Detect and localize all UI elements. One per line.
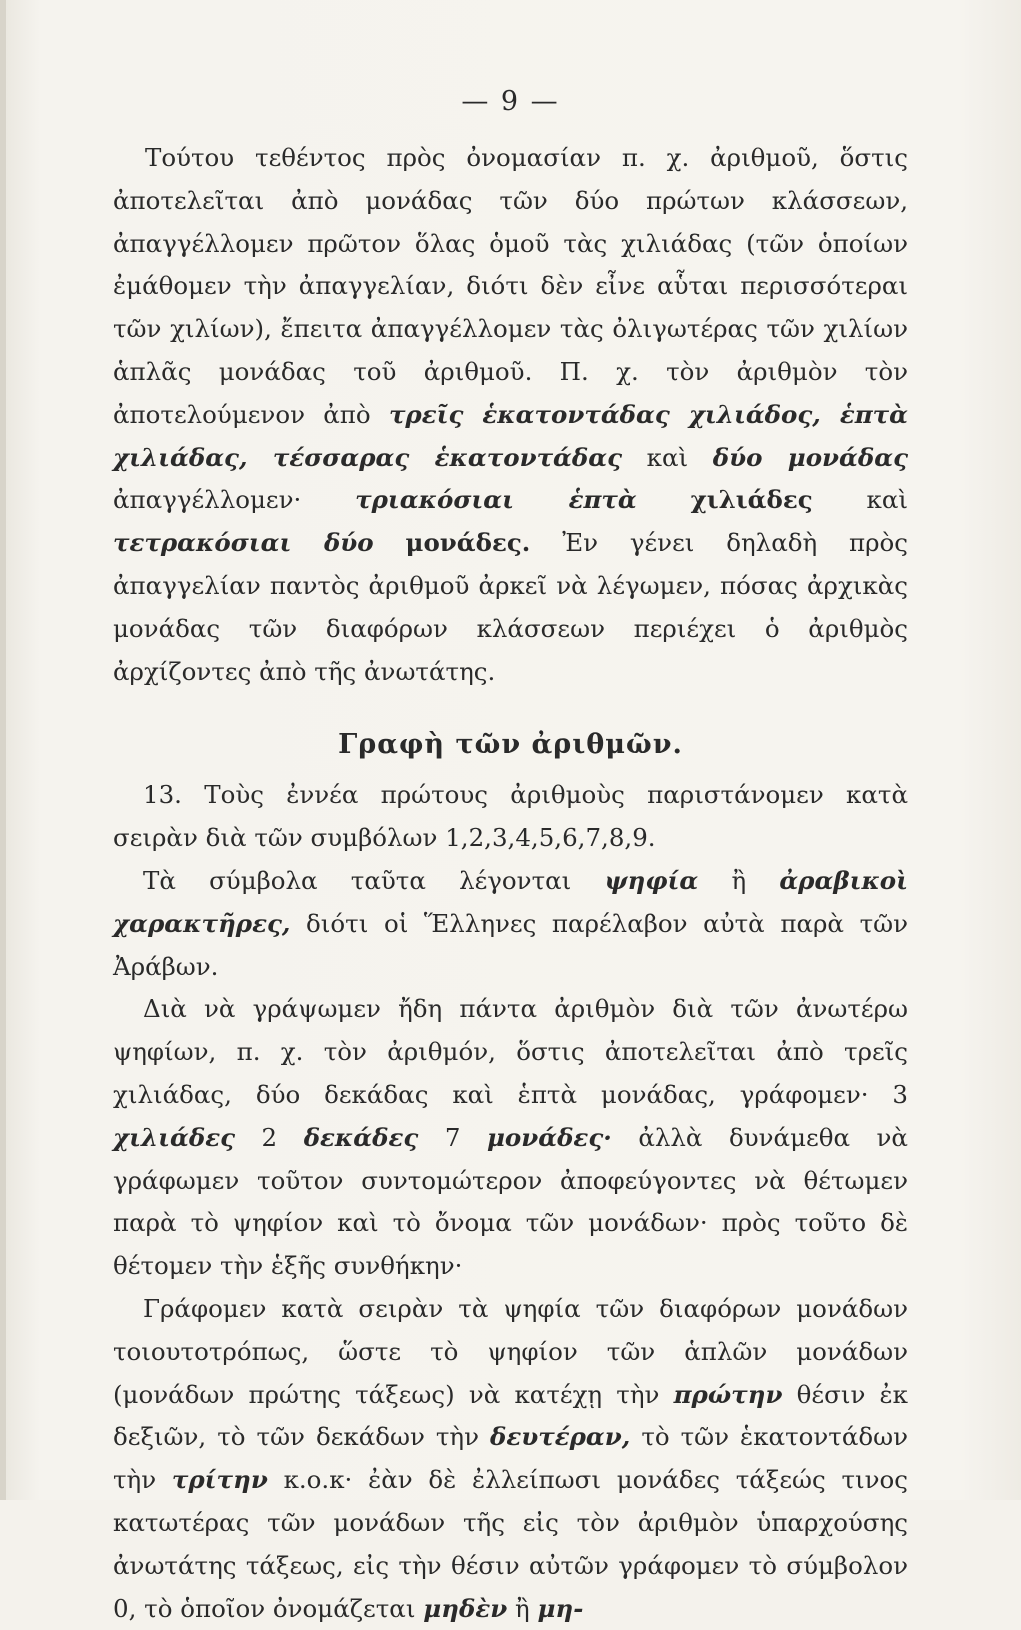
p4-emph-3: μονάδες·: [486, 1122, 612, 1152]
p4-text-2: 2: [235, 1122, 304, 1152]
section-heading: Γραφὴ τῶν ἀριθμῶν.: [338, 729, 683, 761]
p4-emph-2: δεκάδες: [303, 1122, 419, 1152]
p5-emph-3: τρίτην: [171, 1465, 268, 1495]
paragraph-4: [113, 988, 908, 1288]
p1-text-3: ἀπαγγέλλομεν·: [113, 485, 356, 515]
p1-text-2: καὶ: [622, 442, 713, 472]
p5-text-1: Γράφομεν κατὰ σειρὰν τὰ ψηφία τῶν διαφόρων μονάδων τοιουτοτρόπως, ὥστε τὸ ψηφίον τῶν ἁπλῶν μονάδων (μονάδων πρώτης τάξεως) νὰ κατέχῃ τὴν: [113, 1293, 908, 1409]
p5-emph-5: μη-: [537, 1593, 584, 1623]
p3-text-1: Τὰ σύμβολα ταῦτα λέγονται: [143, 865, 605, 895]
p5-emph-4: μηδὲν: [423, 1593, 508, 1623]
p1-bold-1: χιλιάδες: [690, 485, 813, 515]
p4-text-4: ἀλλὰ δυνάμεθα νὰ γράφωμεν τοῦτον συντομώτερον ἀποφεύγοντες νὰ θέτωμεν παρὰ τὸ ψηφίον καὶ τὸ ὄνομα τῶν μονάδων· πρὸς τοῦτο δὲ θέτομεν τὴν ἑξῆς συνθήκην·: [113, 1122, 908, 1281]
p1-text-7: Ἐν γένει δηλαδὴ πρὸς ἀπαγγελίαν παντὸς ἀριθμοῦ ἀρκεῖ νὰ λέγωμεν, πόσας ἀρχικὰς μονάδας τῶν διαφόρων κλάσσεων περιέχει ὁ ἀριθμὸς ἀρχίζοντες ἀπὸ τῆς ἀνωτάτης.: [113, 528, 908, 686]
p5-text-5: ἢ: [507, 1593, 538, 1623]
text-body: [113, 137, 908, 1630]
p5-text-2: θέσιν ἐκ δεξιῶν, τὸ τῶν δεκάδων τὴν: [113, 1379, 908, 1452]
p1-bold-2: μονάδες.: [405, 528, 531, 558]
paragraph-2: [113, 774, 908, 860]
p3-emph-1: ψηφία: [604, 865, 699, 895]
p3-text-3: διότι οἱ Ἕλληνες παρέλαβον αὐτὰ παρὰ τῶν Ἀράβων.: [113, 908, 908, 981]
p4-text-1: Διὰ νὰ γράψωμεν ἤδη πάντα ἀριθμὸν διὰ τῶν ἀνωτέρω ψηφίων, π. χ. τὸν ἀριθμόν, ὅστις ἀποτελεῖται ἀπὸ τρεῖς χιλιάδας, δύο δεκάδας καὶ ἑπτὰ μονάδας, γράφομεν· 3: [113, 994, 908, 1109]
p1-emph-2: δύο μονάδας: [712, 442, 909, 472]
p3-text-2: ἢ: [698, 865, 780, 895]
p5-text-4: κ.ο.κ· ἐὰν δὲ ἐλλείπωσι μονάδες τάξεώς τινος κατωτέρας τῶν μονάδων τῆς εἰς τὸν ἀριθμὸν ὑπαρχούσης ἀνωτάτης τάξεως, εἰς τὴν θέσιν αὐτῶν γράφομεν τὸ σύμβολον 0, τὸ ὁποῖον ὀνομάζεται: [113, 1465, 909, 1623]
p1-text-6: [374, 528, 406, 557]
p1-text-5: καὶ: [812, 485, 908, 515]
p4-emph-1: χιλιάδες: [113, 1122, 236, 1152]
p1-text-1: Τούτου τεθέντος πρὸς ὀνομασίαν π. χ. ἀριθμοῦ, ὅστις ἀποτελεῖται ἀπὸ μονάδας τῶν δύο πρώτων κλάσσεων, ἀπαγγέλλομεν πρῶτον ὅλας ὁμοῦ τὰς χιλιάδας (τῶν ὁποίων ἐμάθομεν τὴν ἀπαγγελίαν, διότι δὲν εἶνε αὗται περισσότεραι τῶν χιλίων), ἔπειτα ἀπαγγέλλομεν τὰς ὀλιγωτέρας τῶν χιλίων ἁπλᾶς μονάδας τοῦ ἀριθμοῦ. Π. χ. τὸν ἀριθμὸν τὸν ἀποτελούμενον ἀπὸ: [113, 143, 908, 429]
paragraph-3: [113, 860, 908, 988]
page-edge: [0, 0, 6, 1500]
p1-emph-1: τρεῖς ἑκατοντάδας χιλιάδος, ἑπτὰ χιλιάδας, τέσσαρας ἑκατοντάδας: [113, 399, 908, 472]
p3-emph-2: ἀραβικοὶ χαρακτῆρες,: [113, 865, 908, 938]
p1-emph-4: τετρακόσιαι δύο: [113, 528, 374, 558]
paragraph-5: [113, 1288, 908, 1630]
p1-emph-3: τριακόσιαι ἑπτὰ: [355, 485, 637, 515]
page-number: — 9 —: [461, 86, 560, 117]
p5-emph-1: πρώτην: [673, 1379, 783, 1409]
p2-text-1: Τοὺς ἐννέα πρώτους ἀριθμοὺς παριστάνομεν κατὰ σειρὰν διὰ τῶν συμβόλων 1,2,3,4,5,6,7,8,9.: [113, 780, 908, 853]
paragraph-1: [113, 137, 908, 693]
p1-text-4: [637, 485, 691, 514]
p2-number: 13.: [143, 780, 182, 810]
p5-emph-2: δευτέραν,: [490, 1422, 631, 1452]
p5-text-3: τὸ τῶν ἑκατοντάδων τὴν: [113, 1422, 908, 1495]
p4-text-3: 7: [418, 1122, 487, 1152]
